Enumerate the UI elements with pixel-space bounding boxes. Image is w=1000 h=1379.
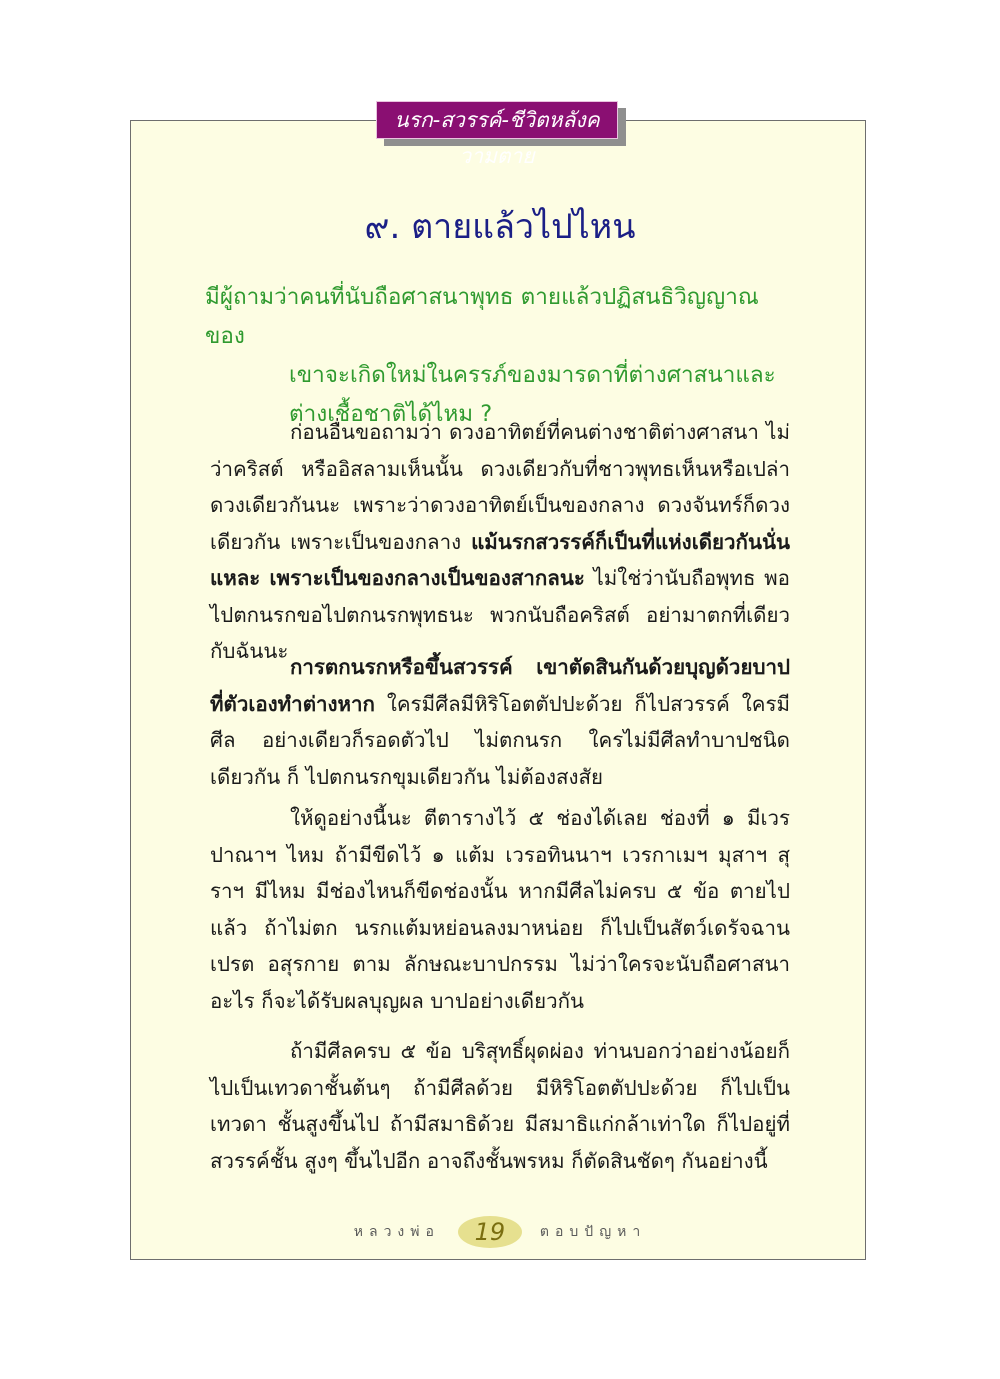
question-block <box>205 278 799 434</box>
paragraph-2 <box>210 649 790 795</box>
page-number: 19 <box>474 1218 506 1246</box>
paragraph-1-text-a: ก่อนอื่นขอถามว่า ดวงอาทิตย์ที่คนต่างชาติต่างศาสนา ไม่ว่าคริสต์ หรืออิสลามเห็นนั้น ดวงเดียวกับที่ชาวพุทธเห็นหรือเปล่า ดวงเดียวกันนะ เพราะว่าดวงอาทิตย์เป็นของกลาง ดวงจันทร์ก็ดวงเดียวกัน เพราะเป็นของกลาง <box>210 420 790 554</box>
paragraph-2-bold: การตกนรกหรือขึ้นสวรรค์ เขาตัดสินกันด้วยบุญด้วยบาป ที่ตัวเองทำต่างหาก <box>210 655 790 716</box>
paragraph-1-bold: แม้นรกสวรรค์ก็เป็นที่แห่งเดียวกันนั่นแหละ เพราะเป็นของกลางเป็นของสากลนะ <box>210 529 790 590</box>
question-line-3: ต่างเชื้อชาติได้ไหม ? <box>289 401 493 427</box>
paragraph-1 <box>210 414 790 670</box>
footer-left-text: หลวงพ่อ <box>353 1224 440 1240</box>
paragraph-4 <box>210 1033 790 1179</box>
section-header-tag: นรก-สวรรค์-ชีวิตหลังความตาย <box>376 101 618 139</box>
paragraph-3-text: ให้ดูอย่างนี้นะ ตีตารางไว้ ๕ ช่องได้เลย ช่องที่ ๑ มีเวรปาณาฯ ไหม ถ้ามีขีดไว้ ๑ แต้ม เวรอทินนาฯ เวรกาเมฯ มุสาฯ สุราฯ มีไหม มีช่องไหนก็ขีดช่องนั้น หากมีศีลไม่ครบ ๕ ข้อ ตายไปแล้ว ถ้าไม่ตก นรกแต้มหย่อนลงมาหน่อย ก็ไปเป็นสัตว์เดรัจฉาน เปรต อสุรกาย ตาม ลักษณะบาปกรรม ไม่ว่าใครจะนับถือศาสนาอะไร ก็จะได้รับผลบุญผล บาปอย่างเดียวกัน <box>210 806 790 1013</box>
page-number-badge <box>458 1216 522 1248</box>
question-line-1: มีผู้ถามว่าคนที่นับถือศาสนาพุทธ ตายแล้วปฏิสนธิวิญญาณ ของ <box>205 284 759 349</box>
paragraph-2-text: ใครมีศีลมีหิริโอตตัปปะด้วย ก็ไปสวรรค์ ใครมีศีล อย่างเดียวก็รอดตัวไป ไม่ตกนรก ใครไม่มีศีลทำบาปชนิดเดียวกัน ก็ ไปตกนรกขุมเดียวกัน ไม่ต้องสงสัย <box>210 691 790 789</box>
paragraph-1-text-b: ไม่ใช่ว่านับถือพุทธ พอไปตกนรกขอไปตกนรกพุทธนะ พวกนับถือคริสต์ อย่ามาตกที่เดียวกับฉันนะ <box>210 566 790 663</box>
footer-right-text: ตอบปัญหา <box>539 1224 647 1240</box>
question-line-2: เขาจะเกิดใหม่ในครรภ์ของมารดาที่ต่างศาสนาและ <box>289 362 776 388</box>
paragraph-4-text: ถ้ามีศีลครบ ๕ ข้อ บริสุทธิ์ผุดผ่อง ท่านบอกว่าอย่างน้อยก็ ไปเป็นเทวดาชั้นต้นๆ ถ้ามีศีลด้วย มีหิริโอตตัปปะด้วย ก็ไปเป็นเทวดา ชั้นสูงขึ้นไป ถ้ามีสมาธิด้วย มีสมาธิแก่กล้าเท่าใด ก็ไปอยู่ที่สวรรค์ชั้น สูงๆ ขึ้นไปอีก อาจถึงชั้นพรหม ก็ตัดสินชัดๆ กันอย่างนี้ <box>210 1039 790 1173</box>
page-footer <box>300 1214 700 1250</box>
chapter-title: ๙. ตายแล้วไปไหน <box>364 207 636 247</box>
paragraph-3 <box>210 800 790 1019</box>
